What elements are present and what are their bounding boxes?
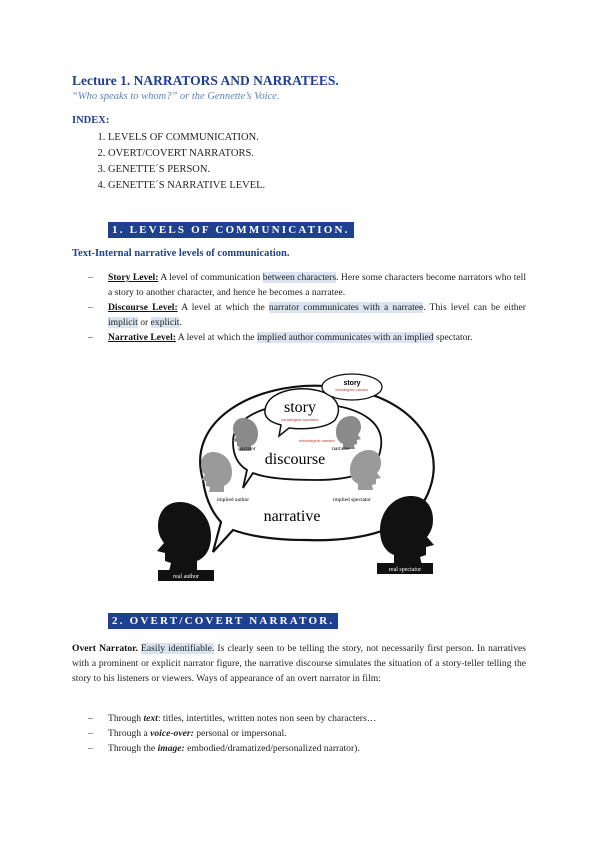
inner-story-bubble	[322, 374, 382, 400]
list-item: – Through text: titles, intertitles, written notes non seen by characters…	[88, 711, 526, 726]
story-small-label: story	[343, 380, 361, 387]
narratee-label: narratee	[332, 446, 350, 452]
index-label: INDEX:	[72, 115, 110, 126]
implied-spectator-label: implied spectator	[332, 497, 372, 503]
implied-author-label: implied author	[216, 497, 250, 503]
list-item: – Discourse Level: A level at which the narrator communicates with a narratee. This level can be either implicit or explicit.	[88, 300, 526, 330]
list-item: – Through a voice-over: personal or impersonal.	[88, 726, 526, 741]
index-item: 4. GENETTE´S NARRATIVE LEVEL.	[108, 178, 265, 194]
narrator-label: narrator	[238, 446, 256, 452]
section-1-heading: 1. LEVELS OF COMMUNICATION.	[108, 222, 354, 238]
extradiegetic-narrator-label: extradiegetic narrator	[299, 439, 335, 443]
intradiegetic-narrator-label: intradiegetic narrator	[335, 388, 369, 392]
intradiegetic-spectator-label: intradiegetic spectator	[281, 418, 319, 422]
story-label: story	[284, 399, 316, 416]
communication-levels-diagram	[155, 370, 445, 585]
overt-narrator-list	[88, 711, 526, 756]
real-author-label: real author	[173, 574, 199, 580]
index-list	[88, 130, 265, 194]
index-item: 2. OVERT/COVERT NARRATORS.	[108, 146, 265, 162]
index-item: 1. LEVELS OF COMMUNICATION.	[108, 130, 265, 146]
page-title: Lecture 1. NARRATORS AND NARRATEES.	[72, 73, 339, 88]
section-1-subheading: Text-Internal narrative levels of communication.	[72, 248, 290, 259]
list-item: – Through the image: embodied/dramatized/personalized narrator).	[88, 741, 526, 756]
real-spectator-label: real spectator	[388, 567, 422, 573]
narrative-label: narrative	[263, 508, 321, 525]
page-subtitle: “Who speaks to whom?” or the Gennette’s Voice.	[72, 91, 280, 102]
discourse-label: discourse	[264, 451, 326, 468]
list-item: – Story Level: A level of communication between characters. Here some characters become narrators who tell a story to another character, and hence he becomes a narratee.	[88, 270, 526, 300]
overt-narrator-paragraph: Overt Narrator. Easily identifiable. Is clearly seen to be telling the story, not necessarily first person. In narratives with a prominent or explicit narrator figure, the narrative discourse simulates the situation of a story-teller telling the story to his listeners or viewers. Ways of appearance of an overt narrator in film:	[72, 643, 526, 684]
levels-list	[88, 270, 526, 345]
list-item: – Narrative Level: A level at which the implied author communicates with an implied spectator.	[88, 330, 526, 345]
index-item: 3. GENETTE´S PERSON.	[108, 162, 265, 178]
real-author-head-icon	[157, 502, 211, 571]
section-2-heading: 2. OVERT/COVERT NARRATOR.	[108, 613, 338, 629]
